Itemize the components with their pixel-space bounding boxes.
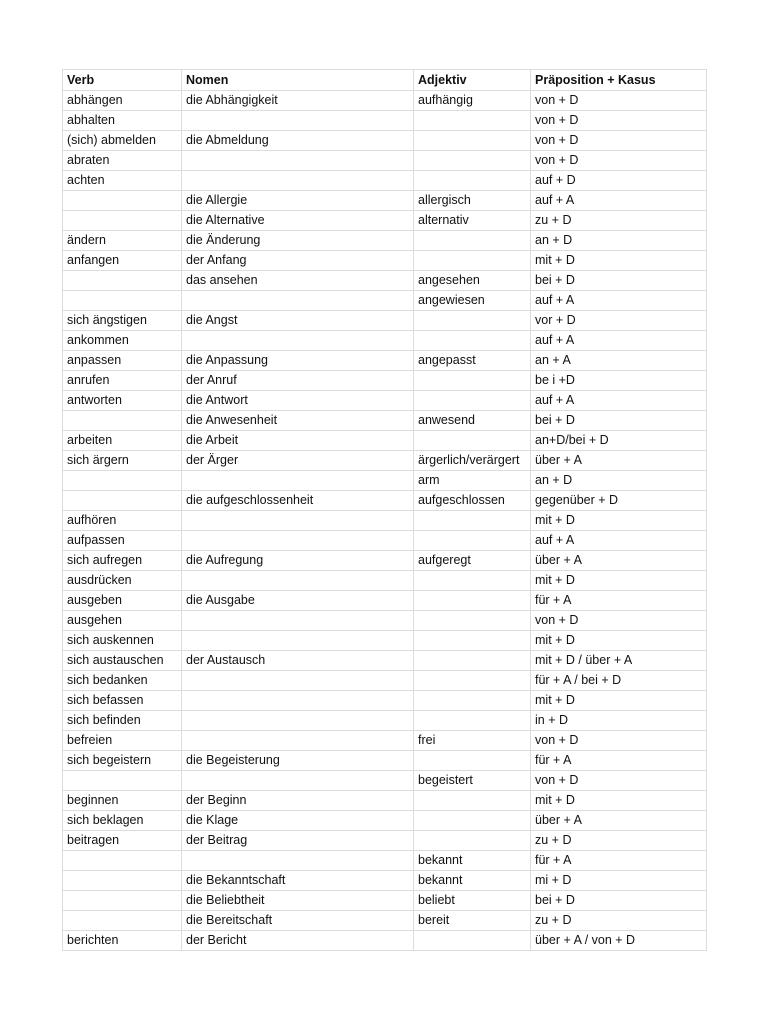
cell-praeposition-kasus: in + D [531,711,707,731]
cell-praeposition-kasus: gegenüber + D [531,491,707,511]
cell-adjektiv [414,831,531,851]
table-row [63,191,707,211]
cell-verb: arbeiten [63,431,182,451]
cell-praeposition-kasus: mit + D / über + A [531,651,707,671]
cell-verb: sich befinden [63,711,182,731]
cell-nomen: die Klage [182,811,414,831]
table-row [63,231,707,251]
cell-praeposition-kasus: über + A [531,551,707,571]
cell-praeposition-kasus: an + D [531,231,707,251]
table-row [63,371,707,391]
header-row [63,70,707,91]
cell-verb [63,871,182,891]
cell-nomen: der Beginn [182,791,414,811]
cell-nomen: die Begeisterung [182,751,414,771]
cell-nomen: die Antwort [182,391,414,411]
cell-praeposition-kasus: von + D [531,151,707,171]
cell-adjektiv [414,651,531,671]
table-row [63,551,707,571]
table-row [63,591,707,611]
cell-adjektiv: ärgerlich/verärgert [414,451,531,471]
cell-verb [63,911,182,931]
header-verb: Verb [63,70,182,91]
cell-adjektiv: angepasst [414,351,531,371]
cell-praeposition-kasus: von + D [531,771,707,791]
table-row [63,631,707,651]
cell-nomen [182,531,414,551]
table-row [63,811,707,831]
cell-adjektiv [414,371,531,391]
cell-nomen [182,571,414,591]
cell-adjektiv [414,591,531,611]
cell-nomen [182,611,414,631]
cell-verb: sich beklagen [63,811,182,831]
cell-nomen: die Alternative [182,211,414,231]
cell-verb: sich austauschen [63,651,182,671]
table-row [63,351,707,371]
table-row [63,651,707,671]
cell-nomen [182,711,414,731]
cell-verb: sich aufregen [63,551,182,571]
header-adjektiv: Adjektiv [414,70,531,91]
cell-praeposition-kasus: zu + D [531,911,707,931]
cell-adjektiv: arm [414,471,531,491]
cell-nomen [182,111,414,131]
table-row [63,91,707,111]
cell-praeposition-kasus: auf + A [531,191,707,211]
cell-verb [63,491,182,511]
cell-nomen [182,851,414,871]
cell-nomen [182,771,414,791]
cell-nomen: die Aufregung [182,551,414,571]
cell-nomen [182,631,414,651]
cell-praeposition-kasus: mit + D [531,691,707,711]
cell-adjektiv: beliebt [414,891,531,911]
cell-praeposition-kasus: an+D/bei + D [531,431,707,451]
table-row [63,291,707,311]
cell-adjektiv [414,391,531,411]
table-row [63,391,707,411]
table-row [63,831,707,851]
cell-nomen [182,511,414,531]
cell-praeposition-kasus: bei + D [531,411,707,431]
cell-praeposition-kasus: an + D [531,471,707,491]
table-row [63,531,707,551]
cell-verb: abhalten [63,111,182,131]
table-row [63,571,707,591]
cell-verb: anfangen [63,251,182,271]
cell-verb: anrufen [63,371,182,391]
cell-praeposition-kasus: bei + D [531,271,707,291]
cell-praeposition-kasus: an + A [531,351,707,371]
cell-nomen: die Arbeit [182,431,414,451]
cell-adjektiv: bekannt [414,851,531,871]
cell-adjektiv [414,431,531,451]
cell-verb: anpassen [63,351,182,371]
table-row [63,311,707,331]
cell-verb [63,291,182,311]
table-row [63,911,707,931]
cell-verb [63,211,182,231]
table-row [63,791,707,811]
cell-adjektiv [414,691,531,711]
cell-nomen: die Beliebtheit [182,891,414,911]
cell-praeposition-kasus: von + D [531,731,707,751]
table-row [63,251,707,271]
table-row [63,931,707,951]
cell-nomen [182,731,414,751]
table-body [63,91,707,951]
cell-nomen: die Ausgabe [182,591,414,611]
cell-verb: sich befassen [63,691,182,711]
table-row [63,491,707,511]
cell-adjektiv [414,171,531,191]
cell-praeposition-kasus: zu + D [531,211,707,231]
cell-nomen [182,691,414,711]
cell-nomen: die aufgeschlossenheit [182,491,414,511]
cell-praeposition-kasus: be i +D [531,371,707,391]
table-row [63,211,707,231]
table-row [63,891,707,911]
cell-nomen: die Angst [182,311,414,331]
cell-verb: ausgeben [63,591,182,611]
cell-praeposition-kasus: bei + D [531,891,707,911]
cell-adjektiv: angesehen [414,271,531,291]
cell-verb [63,471,182,491]
cell-verb: sich ärgern [63,451,182,471]
cell-adjektiv [414,151,531,171]
cell-verb: beginnen [63,791,182,811]
cell-praeposition-kasus: auf + A [531,391,707,411]
cell-adjektiv: aufhängig [414,91,531,111]
cell-adjektiv [414,531,531,551]
cell-verb: ausdrücken [63,571,182,591]
cell-praeposition-kasus: über + A [531,811,707,831]
cell-adjektiv: allergisch [414,191,531,211]
cell-nomen [182,671,414,691]
cell-adjektiv [414,251,531,271]
cell-adjektiv [414,671,531,691]
cell-adjektiv [414,711,531,731]
cell-nomen: die Allergie [182,191,414,211]
cell-nomen: die Bereitschaft [182,911,414,931]
table-row [63,751,707,771]
cell-nomen: die Bekanntschaft [182,871,414,891]
cell-verb: abraten [63,151,182,171]
vocabulary-table [62,69,707,951]
table-row [63,691,707,711]
cell-praeposition-kasus: auf + A [531,531,707,551]
cell-praeposition-kasus: mit + D [531,631,707,651]
table-row [63,671,707,691]
cell-adjektiv [414,611,531,631]
cell-nomen: der Anfang [182,251,414,271]
table-header [63,70,707,91]
cell-praeposition-kasus: von + D [531,111,707,131]
cell-nomen: der Austausch [182,651,414,671]
cell-adjektiv: anwesend [414,411,531,431]
cell-praeposition-kasus: zu + D [531,831,707,851]
cell-nomen [182,331,414,351]
cell-nomen: der Beitrag [182,831,414,851]
cell-verb: sich begeistern [63,751,182,771]
cell-adjektiv [414,511,531,531]
cell-verb: antworten [63,391,182,411]
cell-adjektiv [414,791,531,811]
cell-verb: aufhören [63,511,182,531]
cell-adjektiv [414,571,531,591]
cell-adjektiv: frei [414,731,531,751]
cell-verb: sich ängstigen [63,311,182,331]
cell-verb: ankommen [63,331,182,351]
cell-nomen: das ansehen [182,271,414,291]
cell-praeposition-kasus: vor + D [531,311,707,331]
cell-nomen: die Abmeldung [182,131,414,151]
cell-verb [63,771,182,791]
cell-adjektiv: bekannt [414,871,531,891]
table-row [63,851,707,871]
cell-nomen: der Anruf [182,371,414,391]
cell-adjektiv [414,931,531,951]
cell-adjektiv [414,311,531,331]
table-row [63,611,707,631]
cell-nomen: die Abhängigkeit [182,91,414,111]
cell-nomen [182,171,414,191]
cell-verb: sich auskennen [63,631,182,651]
table-row [63,111,707,131]
cell-verb: sich bedanken [63,671,182,691]
cell-praeposition-kasus: über + A / von + D [531,931,707,951]
cell-verb: berichten [63,931,182,951]
cell-verb [63,191,182,211]
cell-adjektiv: aufgeschlossen [414,491,531,511]
table-row [63,711,707,731]
table-row [63,731,707,751]
cell-adjektiv: begeistert [414,771,531,791]
table-row [63,331,707,351]
cell-nomen: die Änderung [182,231,414,251]
cell-verb: aufpassen [63,531,182,551]
cell-adjektiv [414,111,531,131]
cell-verb: beitragen [63,831,182,851]
cell-praeposition-kasus: auf + D [531,171,707,191]
cell-adjektiv: angewiesen [414,291,531,311]
cell-praeposition-kasus: für + A [531,751,707,771]
header-praeposition-kasus: Präposition + Kasus [531,70,707,91]
table-row [63,771,707,791]
cell-nomen [182,471,414,491]
table-row [63,411,707,431]
cell-praeposition-kasus: auf + A [531,331,707,351]
cell-adjektiv: bereit [414,911,531,931]
cell-praeposition-kasus: für + A [531,591,707,611]
cell-nomen: die Anpassung [182,351,414,371]
cell-praeposition-kasus: auf + A [531,291,707,311]
table-row [63,511,707,531]
cell-verb [63,411,182,431]
cell-verb: ausgehen [63,611,182,631]
table-row [63,431,707,451]
cell-verb: abhängen [63,91,182,111]
cell-verb [63,851,182,871]
cell-verb [63,271,182,291]
cell-verb: ändern [63,231,182,251]
table-row [63,171,707,191]
cell-praeposition-kasus: mit + D [531,571,707,591]
table-row [63,131,707,151]
table-row [63,151,707,171]
cell-adjektiv: aufgeregt [414,551,531,571]
table-row [63,451,707,471]
cell-nomen [182,291,414,311]
cell-adjektiv [414,231,531,251]
cell-praeposition-kasus: mit + D [531,251,707,271]
table-row [63,871,707,891]
cell-nomen: die Anwesenheit [182,411,414,431]
cell-praeposition-kasus: über + A [531,451,707,471]
cell-praeposition-kasus: für + A / bei + D [531,671,707,691]
cell-nomen: der Bericht [182,931,414,951]
table-row [63,471,707,491]
cell-adjektiv [414,811,531,831]
cell-adjektiv: alternativ [414,211,531,231]
cell-praeposition-kasus: von + D [531,131,707,151]
cell-praeposition-kasus: von + D [531,91,707,111]
header-nomen: Nomen [182,70,414,91]
cell-praeposition-kasus: mit + D [531,791,707,811]
cell-verb: achten [63,171,182,191]
cell-adjektiv [414,631,531,651]
cell-nomen [182,151,414,171]
cell-verb [63,891,182,911]
cell-adjektiv [414,131,531,151]
cell-verb: befreien [63,731,182,751]
cell-adjektiv [414,751,531,771]
cell-praeposition-kasus: mi + D [531,871,707,891]
cell-praeposition-kasus: von + D [531,611,707,631]
cell-adjektiv [414,331,531,351]
cell-nomen: der Ärger [182,451,414,471]
cell-praeposition-kasus: mit + D [531,511,707,531]
table-row [63,271,707,291]
cell-verb: (sich) abmelden [63,131,182,151]
cell-praeposition-kasus: für + A [531,851,707,871]
